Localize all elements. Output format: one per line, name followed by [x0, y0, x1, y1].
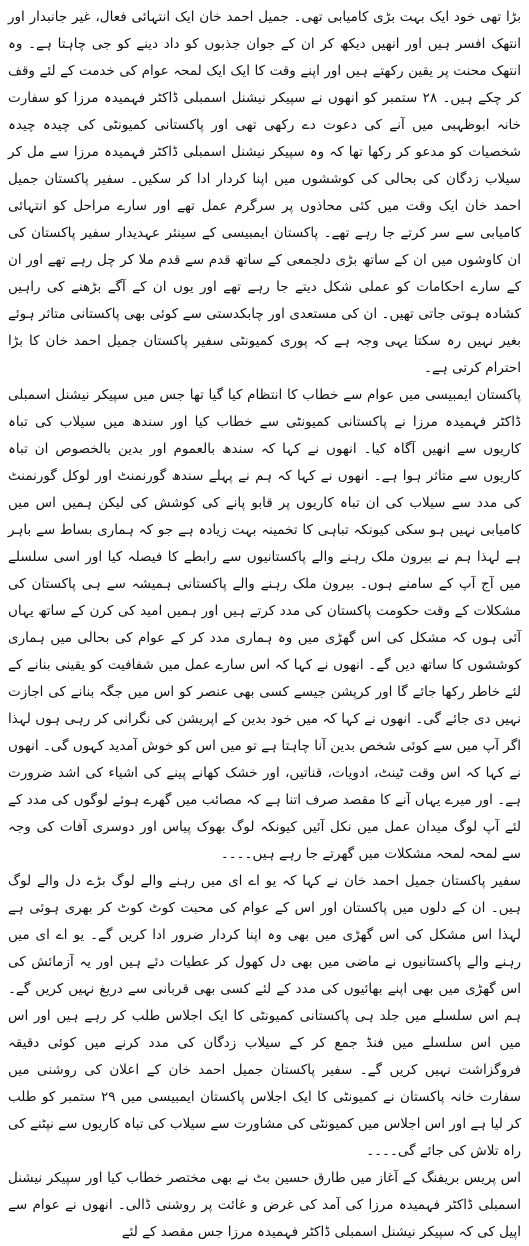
paragraph-ambassador-remarks: سفیر پاکستان جمیل احمد خان نے کہا کہ یو اے ای میں رہنے والے لوگ بڑے دل والے لوگ ہیں۔ ان کے دلوں میں پاکستان اور اس کے عوام کی محبت کوٹ کوٹ کر بھری ہوئی ہے لہذا اس مشکل کی اس گھڑی میں بھی وہ اپنا کردار ضرور ادا کریں گے۔ یو اے ای میں رہنے والے پاکستانیوں نے ماضی میں بھی دل کھول کر عطیات دئے ہیں اور یہ آزمائش کی اس گھڑی میں بھی اپنے بھائیوں کی مدد کے لئے کسی بھی قربانی سے دریغ نہیں کریں گے۔ ہم اس سلسلے میں جلد ہی پاکستانی کمیونٹی کا ایک اجلاس طلب کر رہے ہیں اور اس میں اس سلسلے میں فنڈ جمع کر کے سیلاب زدگان کی مدد کرنے میں کوئی دقیقہ فروگزاشت نہیں کریں گے۔ سفیر پاکستان جمیل احمد خان کے اعلان کی روشنی میں سفارت خانہ پاکستان نے کمیونٹی کا ایک اجلاس پاکستان ایمبیسی میں ۲۹ ستمبر کو طلب کر لیا ہے اور اس اجلاس میں کمیونٹی کی مشاورت سے سیلاب کی تباہ کاریوں سے نپٹنے کی راہ تلاش کی جائے گی۔۔۔۔ — [8, 873, 521, 1159]
paragraph-speaker-address: پاکستان ایمبیسی میں عوام سے خطاب کا انتظام کیا گیا تھا جس میں سپیکر نیشنل اسمبلی ڈاکٹر فہمیدہ مرزا نے پاکستانی کمیونٹی سے خطاب کیا اور سندھ میں سیلاب کی تباہ کاریوں سے انھیں آگاہ کیا۔ انھوں نے کہا کہ سندھ بالعموم اور بدین بالخصوص ان تباہ کاریوں سے متاثر ہوا ہے۔ انھوں نے کہا کہ ہم نے پہلے سندھ گورنمنٹ اور لوکل گورنمنٹ کی مدد سے سیلاب کی ان تباہ کاریوں پر قابو پانے کی کوشش کی لیکن ہمیں اس میں کامیابی نہیں ہو سکی کیونکہ تباہی کا تخمینہ بہت زیادہ ہے جو کہ ہماری بساط سے باہر ہے لہذا ہم نے بیرون ملک رہنے والے پاکستانیوں سے رابطے کا فیصلہ کیا اور اسی سلسلے میں آج آپ کے سامنے ہوں۔ بیرون ملک رہنے والے پاکستانی ہمیشہ سے ہی پاکستان کی مشکلات کے وقت حکومت پاکستان کی مدد کرتے ہیں اور ہمیں امید کی کرن کے ساتھ یہاں آئی ہوں کہ مشکل کی اس گھڑی میں وہ ہماری مدد کر کے عوام کی بحالی میں ہماری کوششوں کا ساتھ دیں گے۔ انھوں نے کہا کہ اس سارے عمل میں شفافیت کو یقینی بنانے کے لئے خاطر رکھا جائے گا اور کرپشن جیسے کسی بھی عنصر کو اس میں جگہ بنانے کی اجازت نہیں دی جائے گی۔ انھوں نے کہا کہ میں خود بدین کے اپریشن کی نگرانی کر رہی ہوں لہذا اگر آپ میں سے کوئی شخص بدین آنا چاہتا ہے تو میں اس کو خوش آمدید کہوں گی۔ انھوں نے کہا کہ اس وقت ٹینٹ، ادویات، قناتیں، اور خشک کھانے پینے کی اشیاء کی اشد ضرورت ہے۔ اور میرے یہاں آنے کا مقصد صرف اتنا ہے کہ مصائب میں گھرے ہوئے لوگوں کی مدد کے لئے آپ لوگ میدان عمل میں نکل آئیں کیونکہ لوگ بھوک پیاس اور دوسری آفات کی وجہ سے لمحہ لمحہ مشکلات میں گھرتے جا رہے ہیں۔۔۔۔ — [8, 387, 521, 862]
paragraph-press-briefing: اس پریس بریفنگ کے آغاز میں طارق حسین بٹ نے بھی مختصر خطاب کیا اور سپیکر نیشنل اسمبلی ڈاکٹر فہمیدہ مرزا کی آمد کی غرض و غائت پر روشنی ڈالی۔ انھوں نے عوام سے اپیل کی کہ سپیکر نیشنل اسمبلی ڈاکٹر فہمیدہ مرزا جس مقصد کے لئے — [8, 1170, 521, 1240]
paragraph-ambassador-achievement: بڑا تھی خود ایک بہت بڑی کامیابی تھی۔ جمیل احمد خان ایک انتہائی فعال، غیر جانبدار اور انتھک افسر ہیں اور انھیں دیکھ کر ان کے جوان جذبوں کو داد دینے کو جی چاہتا ہے۔ وہ انتھک محنت پر یقین رکھتے ہیں اور اپنے وقت کا ایک ایک لمحہ عوام کی خدمت کے لئے وقف کر چکے ہیں۔ ۲۸ ستمبر کو انھوں نے سپیکر نیشنل اسمبلی ڈاکٹر فہمیدہ مرزا کو سفارت خانہ ابوظہبی میں آنے کی دعوت دے رکھی تھی اور پاکستانی کمیونٹی کی چیدہ چیدہ شخصیات کو مدعو کر رکھا تھا کہ وہ سپیکر نیشنل اسمبلی ڈاکٹر فہمیدہ مرزا سے مل کر سیلاب زدگان کی بحالی کی کوششوں میں اپنا کردار ادا کر سکیں۔ سفیر پاکستان جمیل احمد خان ایک وقت میں کئی محاذوں پر سرگرم عمل تھے اور سارے مراحل کو انتہائی کامیابی سے سر کرتے جا رہے تھے۔ پاکستان ایمبیسی کے سینئر عہدیدار سفیر پاکستان کی ان کاوشوں میں ان کے ساتھ بڑی دلجمعی کے ساتھ قدم سے قدم ملا کر چل رہے تھے اور ان کے سارے احکامات کو عملی شکل دیتے جا رہے تھے اور یوں ان کے آگے بڑھنے کی راہیں کشادہ ہوتی جاتی تھیں۔ ان کی مستعدی اور چابکدستی سے کوئی بھی پاکستانی متاثر ہوئے بغیر نہیں رہ سکتا یہی وجہ ہے کہ پوری کمیونٹی سفیر پاکستان جمیل احمد خان کا بڑا احترام کرتی ہے۔ — [8, 9, 521, 376]
